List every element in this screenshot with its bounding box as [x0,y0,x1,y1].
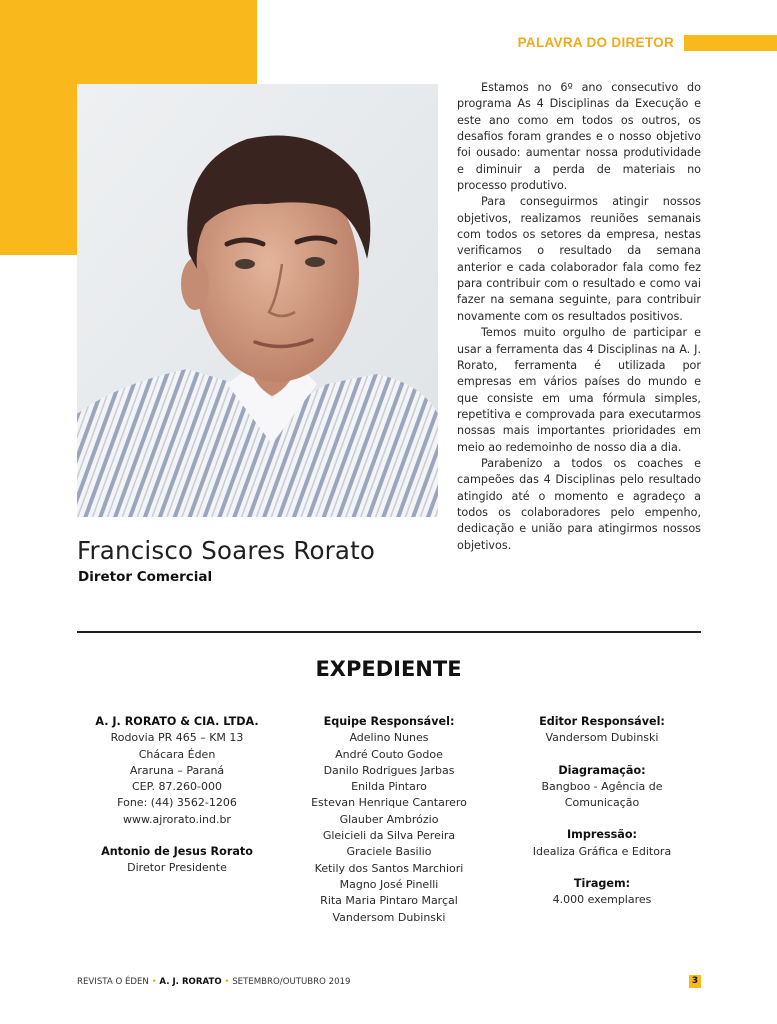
section-title: PALAVRA DO DIRETOR [517,35,674,50]
team-member: Graciele Basilio [346,845,432,859]
editor-heading: Editor Responsável: [539,715,665,728]
print-run-value: 4.000 exemplares [552,893,652,907]
team-column [289,714,489,926]
expediente-title: EXPEDIENTE [315,657,462,681]
section-accent-bar [684,35,777,51]
team-member: Glauber Ambrózio [339,812,439,826]
team-member: Gleicieli da Silva Pereira [322,829,456,843]
letter-paragraph: Para conseguirmos atingir nossos objetivos, realizamos reuniões semanais com todos os setores da empresa, nestas verificamos o resultado da semana anterior e cada colaborador fala como fez para contribuir com o resultado e como vai fazer na semana seguinte, para contribuir novamente com os resultados positivos. [457,195,701,323]
page-footer [77,977,351,987]
team-member: André Couto Godoe [335,747,443,761]
layout-heading: Diagramação: [558,763,646,777]
company-address-line: Rodovia PR 465 – KM 13 [110,731,244,745]
letter-paragraph: Parabenizo a todos os coaches e campeões das 4 Disciplinas pelo resultado atingido até o momento e agradeço a todos os colaboradores pelo empenho, dedicação e união para atingirmos nossos objetivos. [457,456,701,552]
company-column [77,714,277,877]
company-phone: Fone: (44) 3562-1206 [117,796,237,810]
page-number: 3 [689,975,701,988]
president-name: Antonio de Jesus Rorato [101,845,253,859]
letter-paragraph: Temos muito orgulho de participar e usar a ferramenta das 4 Disciplinas na A. J. Rorato, ferramenta é utilizada por empresas em vários países do mundo e que consiste em uma fórmula simples, repetitiva e comprovada para executarmos nossas mais importantes prioridades em meio ao redemoinho de nosso dia a dia. [457,326,701,454]
printing-company: Idealiza Gráfica e Editora [532,844,672,858]
print-run-heading: Tiragem: [573,877,631,891]
company-address-line: Araruna – Paraná [129,763,225,777]
company-website: www.ajrorato.ind.br [123,812,231,826]
section-divider [77,631,701,633]
footer-separator: • [151,977,160,987]
editor-name: Vandersom Dubinski [545,731,659,745]
footer-issue: SETEMBRO/OUTUBRO 2019 [232,977,351,987]
company-postal-code: CEP. 87.260-000 [132,780,222,794]
footer-magazine: REVISTA O ÉDEN [77,977,149,987]
team-heading: Equipe Responsável: [323,715,455,728]
company-address-line: Chácara Éden [138,747,216,761]
director-name: Francisco Soares Rorato [77,536,376,565]
director-letter [457,80,701,554]
footer-brand: A. J. RORATO [159,977,222,987]
director-role: Diretor Comercial [78,569,213,585]
team-member: Magno José Pinelli [339,877,439,891]
team-member: Adelino Nunes [349,731,429,745]
director-photo [77,84,438,517]
team-member: Rita Maria Pintaro Marçal [320,894,458,908]
footer-separator: • [224,977,233,987]
company-name: A. J. RORATO & CIA. LTDA. [95,715,259,728]
layout-agency: Comunicação [564,796,640,810]
team-member: Ketily dos Santos Marchiori [314,861,464,875]
credits-column [502,714,702,909]
president-role: Diretor Presidente [127,861,227,875]
layout-agency: Bangboo - Agência de [541,779,663,793]
team-member: Danilo Rodrigues Jarbas [323,763,455,777]
team-member: Estevan Henrique Cantarero [311,796,467,810]
section-header [518,34,777,51]
team-member: Vandersom Dubinski [332,910,446,924]
printing-heading: Impressão: [567,828,637,842]
letter-paragraph: Estamos no 6º ano consecutivo do programa As 4 Disciplinas da Execução e este ano como em todos os outros, os desafios foram grandes e o nosso objetivo foi ousado: aumentar nossa produtividade e diminuir a perda de materiais no processo produtivo. [457,81,701,193]
team-member: Enilda Pintaro [351,780,427,794]
